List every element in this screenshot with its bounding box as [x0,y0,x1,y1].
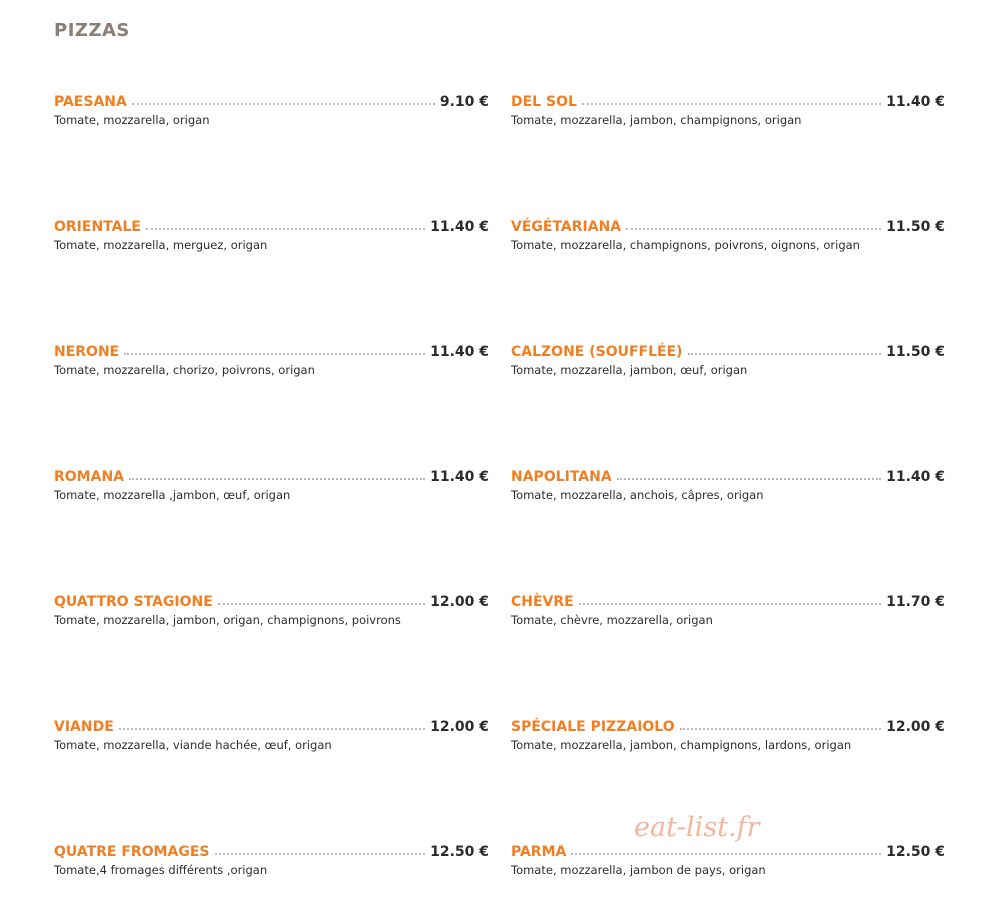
item-price: 12.50 € [430,844,489,860]
item-name: VÉGÉTARIANA [511,219,622,235]
menu-item [54,340,489,377]
item-name: CALZONE (SOUFFLÉE) [511,344,683,360]
dot-leader [626,228,881,230]
item-description: Tomate,4 fromages différents ,origan [54,863,268,877]
menu-item [511,90,945,127]
item-price: 11.70 € [886,594,945,610]
item-name: SPÉCIALE PIZZAIOLO [511,719,675,735]
item-price: 11.50 € [886,219,945,235]
item-price: 11.40 € [886,469,945,485]
watermark: eat-list.fr [634,812,760,843]
dot-leader [132,103,435,105]
dot-leader [582,103,881,105]
item-name: QUATTRO STAGIONE [54,594,213,610]
menu-item [54,465,489,502]
item-price: 11.40 € [430,219,489,235]
menu-item [511,465,945,502]
item-description: Tomate, mozzarella, chorizo, poivrons, origan [54,363,315,377]
item-name: NAPOLITANA [511,469,612,485]
dot-leader [218,603,425,605]
menu-item [54,590,489,627]
menu-item [511,215,945,252]
item-price: 12.50 € [886,844,945,860]
dot-leader [579,603,881,605]
item-name: CHÈVRE [511,594,574,610]
item-description: Tomate, mozzarella, origan [54,113,210,127]
item-description: Tomate, mozzarella, anchois, câpres, origan [511,488,764,502]
item-description: Tomate, chèvre, mozzarella, origan [511,613,713,627]
menu-item [54,715,489,752]
menu-item [511,590,945,627]
section-title: PIZZAS [54,20,130,41]
item-description: Tomate, mozzarella, jambon, champignons, lardons, origan [511,738,852,752]
item-price: 9.10 € [439,94,489,110]
dot-leader [680,728,881,730]
item-name: QUATRE FROMAGES [54,844,210,860]
menu-item [54,90,489,127]
menu-item [511,840,945,877]
item-name: VIANDE [54,719,114,735]
dot-leader [119,728,425,730]
item-price: 11.50 € [886,344,945,360]
item-name: NERONE [54,344,120,360]
item-name: ROMANA [54,469,124,485]
item-name: PARMA [511,844,567,860]
menu-item [54,215,489,252]
menu-item [511,715,945,752]
dot-leader [146,228,425,230]
item-price: 12.00 € [886,719,945,735]
item-description: Tomate, mozzarella, jambon, champignons, origan [511,113,802,127]
item-price: 11.40 € [430,469,489,485]
item-description: Tomate, mozzarella, champignons, poivrons, oignons, origan [511,238,860,252]
dot-leader [571,853,881,855]
item-price: 11.40 € [430,344,489,360]
menu-item [511,340,945,377]
dot-leader [124,353,425,355]
item-price: 11.40 € [886,94,945,110]
item-description: Tomate, mozzarella, viande hachée, œuf, origan [54,738,332,752]
item-description: Tomate, mozzarella ,jambon, œuf, origan [54,488,291,502]
item-name: DEL SOL [511,94,577,110]
item-description: Tomate, mozzarella, jambon de pays, origan [511,863,766,877]
item-price: 12.00 € [430,594,489,610]
item-description: Tomate, mozzarella, jambon, origan, champignons, poivrons [54,613,401,627]
dot-leader [688,353,882,355]
item-description: Tomate, mozzarella, merguez, origan [54,238,268,252]
item-name: PAESANA [54,94,127,110]
item-price: 12.00 € [430,719,489,735]
item-name: ORIENTALE [54,219,141,235]
dot-leader [129,478,425,480]
menu-item [54,840,489,877]
item-description: Tomate, mozzarella, jambon, œuf, origan [511,363,748,377]
dot-leader [215,853,426,855]
dot-leader [617,478,881,480]
